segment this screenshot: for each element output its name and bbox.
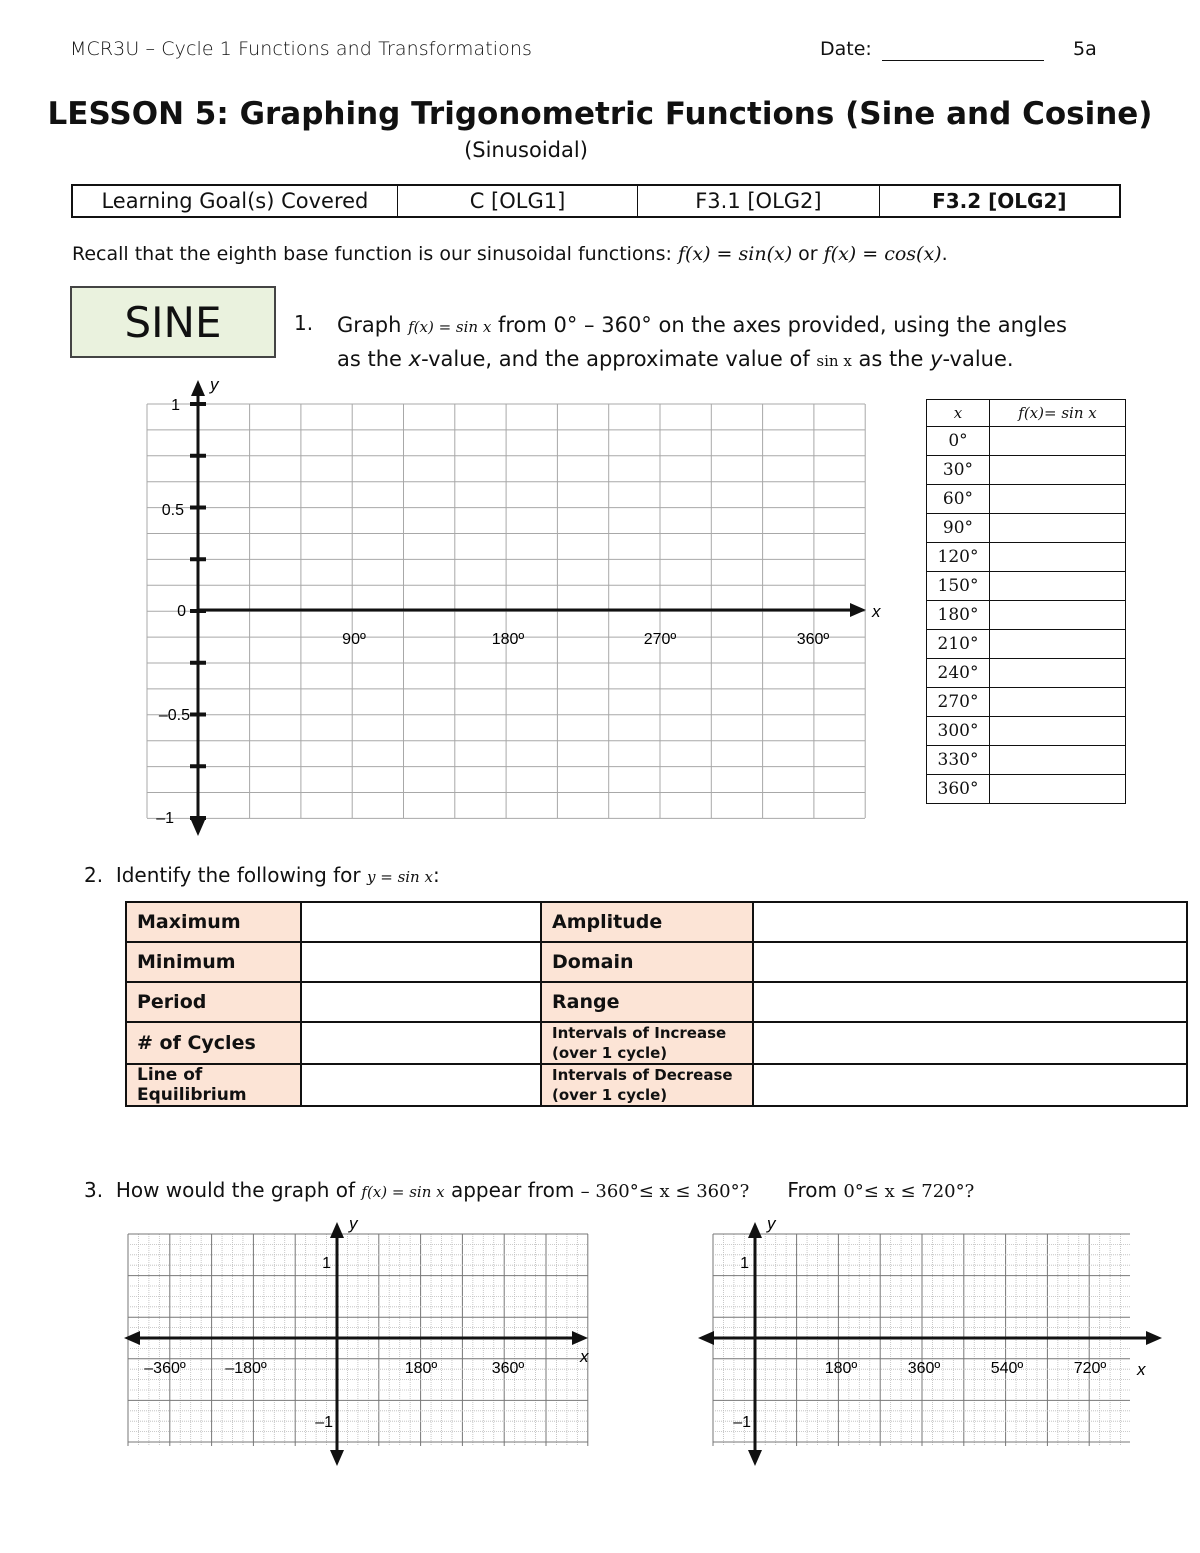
question-3: 3. How would the graph of f(x) = sin x appear from – 360°≤ x ≤ 360°? From 0°≤ x ≤ 720°? <box>84 1178 975 1202</box>
graph3-x-label: x <box>1137 1360 1146 1379</box>
prop-label-period: Period <box>126 982 301 1022</box>
graph2-x-tick-neg360: –360º <box>144 1360 186 1377</box>
prop-answer-cycles[interactable] <box>301 1022 541 1064</box>
graph2-x-tick-180: 180º <box>404 1360 438 1377</box>
graph3-y-tick-1: 1 <box>740 1255 749 1272</box>
prop-answer-decrease[interactable] <box>753 1064 1187 1106</box>
graph2-x-label: x <box>580 1347 589 1366</box>
graph2-y-arrow-up <box>330 1222 344 1238</box>
angle-cell: 360° <box>927 775 990 804</box>
prop-label-minimum: Minimum <box>126 942 301 982</box>
question-1-text: Graph f(x) = sin x from 0° – 360° on the axes provided, using the angles as the x-value, and the approximate value of sin x as the y-value. <box>337 313 1067 371</box>
value-input-cell[interactable] <box>990 485 1126 514</box>
course-title: MCR3U – Cycle 1 Functions and Transformations <box>70 38 533 60</box>
prop-answer-range[interactable] <box>753 982 1187 1022</box>
graph1-y-arrow-up <box>191 380 205 396</box>
graph2-y-label: y <box>349 1214 358 1233</box>
value-input-cell[interactable] <box>990 775 1126 804</box>
angle-cell: 120° <box>927 543 990 572</box>
lesson-subtitle: (Sinusoidal) <box>464 138 588 162</box>
value-input-cell[interactable] <box>990 717 1126 746</box>
angle-cell: 180° <box>927 601 990 630</box>
prop-answer-domain[interactable] <box>753 942 1187 982</box>
angle-cell: 300° <box>927 717 990 746</box>
graph1-y-arrow-down <box>191 820 205 836</box>
graph3-x-tick-720: 720º <box>1073 1360 1107 1377</box>
prop-label-maximum: Maximum <box>126 902 301 942</box>
date-label: Date: <box>820 38 872 60</box>
graph2-y-tick-neg1: –1 <box>315 1414 333 1431</box>
graph1-y-label: y <box>210 375 219 394</box>
graph1-y-tick-neg0.5: –0.5 <box>158 707 190 724</box>
prop-label-equilibrium: Line of Equilibrium <box>126 1064 301 1106</box>
learning-goals-label: Learning Goal(s) Covered <box>73 186 398 216</box>
table-header-fx: f(x)= sin x <box>990 400 1126 427</box>
prop-answer-equilibrium[interactable] <box>301 1064 541 1106</box>
angle-cell: 330° <box>927 746 990 775</box>
value-input-cell[interactable] <box>990 601 1126 630</box>
graph1-x-arrow <box>850 603 866 617</box>
graph2-x-tick-neg180: –180º <box>225 1360 267 1377</box>
page-number: 5a <box>1073 38 1097 60</box>
graph1-x-tick-270: 270º <box>643 631 677 648</box>
angle-cell: 240° <box>927 659 990 688</box>
graph3-y-label: y <box>767 1214 776 1233</box>
value-input-cell[interactable] <box>990 630 1126 659</box>
value-input-cell[interactable] <box>990 514 1126 543</box>
prop-answer-amplitude[interactable] <box>753 902 1187 942</box>
graph3-x-tick-540: 540º <box>990 1360 1024 1377</box>
prop-label-amplitude: Amplitude <box>541 902 753 942</box>
graph1-y-tick-0: 0 <box>177 603 186 620</box>
angle-cell: 270° <box>927 688 990 717</box>
angle-cell: 150° <box>927 572 990 601</box>
graph3-x-arrow-left <box>698 1331 714 1345</box>
recall-sentence: Recall that the eighth base function is our sinusoidal functions: f(x) = sin(x) or f(x) = cos(x). <box>72 243 948 265</box>
graph1-y-tick-1: 1 <box>171 397 180 414</box>
graph2-grid <box>128 1234 588 1446</box>
angle-cell: 60° <box>927 485 990 514</box>
value-input-cell[interactable] <box>990 543 1126 572</box>
graph2-y-tick-1: 1 <box>322 1255 331 1272</box>
sine-section-label: SINE <box>70 286 276 358</box>
angle-cell: 210° <box>927 630 990 659</box>
graph3-x-tick-180: 180º <box>824 1360 858 1377</box>
graph2-y-arrow-down <box>330 1450 344 1466</box>
prop-answer-minimum[interactable] <box>301 942 541 982</box>
angle-cell: 30° <box>927 456 990 485</box>
sine-value-table <box>926 399 1126 804</box>
lesson-title: LESSON 5: Graphing Trigonometric Functions (Sine and Cosine) <box>47 96 1153 132</box>
value-input-cell[interactable] <box>990 572 1126 601</box>
goal-f31-olg2: F3.1 [OLG2] <box>638 186 879 216</box>
properties-table <box>125 901 1188 1107</box>
question-2: 2. Identify the following for y = sin x: <box>84 863 440 887</box>
prop-label-increase: Intervals of Increase (over 1 cycle) <box>541 1022 753 1064</box>
graph1-x-label: x <box>872 602 881 621</box>
value-input-cell[interactable] <box>990 746 1126 775</box>
value-input-cell[interactable] <box>990 688 1126 717</box>
graph3-y-arrow-up <box>748 1222 762 1238</box>
angle-cell: 90° <box>927 514 990 543</box>
value-input-cell[interactable] <box>990 456 1126 485</box>
graph1-y-tick-neg1: –1 <box>156 810 174 827</box>
prop-answer-period[interactable] <box>301 982 541 1022</box>
table-header-x: x <box>927 400 990 427</box>
graph1-y-tick-0.5: 0.5 <box>161 502 184 519</box>
prop-label-decrease: Intervals of Decrease (over 1 cycle) <box>541 1064 753 1106</box>
prop-label-range: Range <box>541 982 753 1022</box>
value-input-cell[interactable] <box>990 427 1126 456</box>
graph2-x-tick-360: 360º <box>491 1360 525 1377</box>
graph1-x-tick-180: 180º <box>491 631 525 648</box>
graph3-grid <box>713 1234 1130 1446</box>
angle-cell: 0° <box>927 427 990 456</box>
graph3-y-tick-neg1: –1 <box>733 1414 751 1431</box>
prop-answer-increase[interactable] <box>753 1022 1187 1064</box>
graph3-x-arrow-right <box>1146 1331 1162 1345</box>
goal-c-olg1: C [OLG1] <box>398 186 638 216</box>
question-1-number: 1. <box>294 311 314 335</box>
prop-label-cycles: # of Cycles <box>126 1022 301 1064</box>
prop-answer-maximum[interactable] <box>301 902 541 942</box>
graph1-x-tick-360: 360º <box>796 631 830 648</box>
goal-f32-olg2: F3.2 [OLG2] <box>932 189 1067 213</box>
graph1-x-tick-90: 90º <box>342 631 366 648</box>
graph2-x-arrow-right <box>572 1331 588 1345</box>
graph3-x-tick-360: 360º <box>907 1360 941 1377</box>
graph2-x-arrow-left <box>124 1331 140 1345</box>
graph3-y-arrow-down <box>748 1450 762 1466</box>
value-input-cell[interactable] <box>990 659 1126 688</box>
prop-label-domain: Domain <box>541 942 753 982</box>
